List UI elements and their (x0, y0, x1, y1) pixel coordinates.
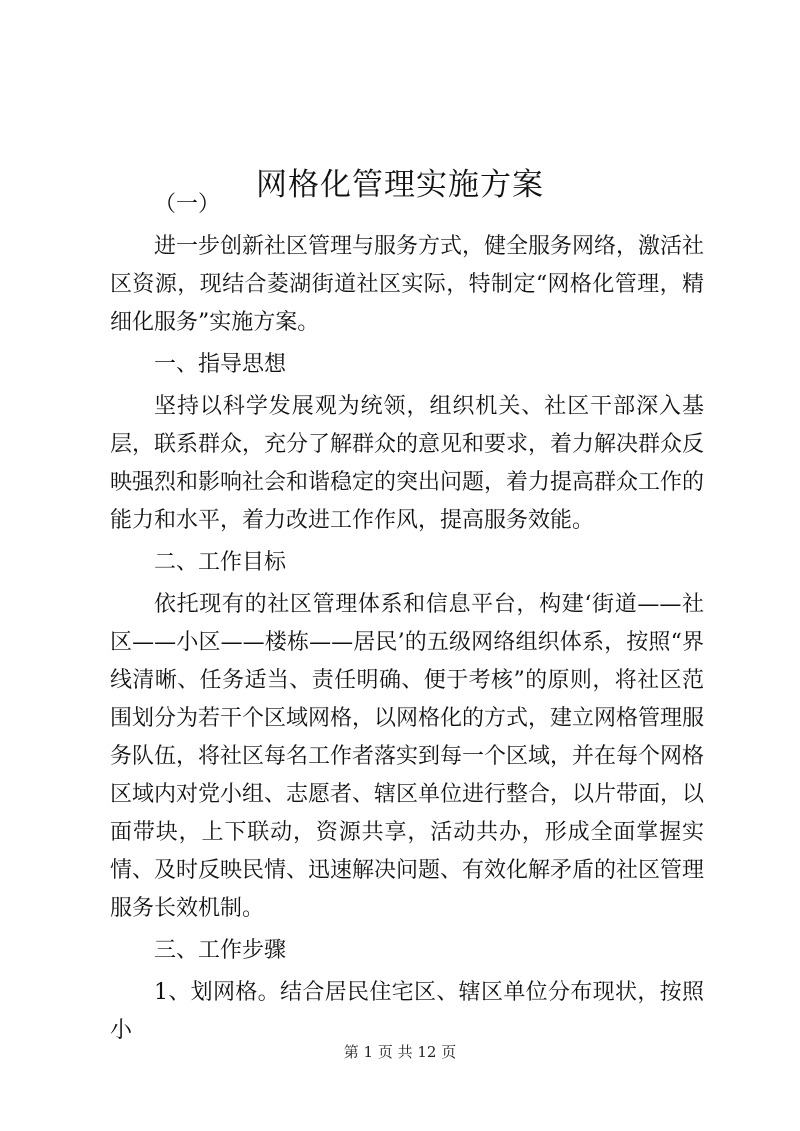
heading-work-goals: 二、工作目标 (154, 550, 287, 575)
document-title: 网格化管理实施方案 (256, 166, 544, 203)
heading-work-steps: 三、工作步骤 (154, 938, 287, 963)
section-number: （一） (154, 192, 221, 217)
intro-paragraph: 进一步创新社区管理与服务方式，健全服务网络，激活社区资源，现结合菱湖街道社区实际，特制定“网格化管理，精细化服务”实施方案。 (110, 234, 705, 335)
work-steps-paragraph: 1、划网格。结合居民住宅区、辖区单位分布现状，按照小 (110, 980, 704, 1043)
heading-guiding-thought: 一、指导思想 (154, 352, 287, 377)
guiding-thought-paragraph: 坚持以科学发展观为统领，组织机关、社区干部深入基层，联系群众，充分了解群众的意见和要求，着力解决群众反映强烈和影响社会和谐稳定的突出问题，着力提高群众工作的能力和水平，着力改进工作作风，提高服务效能。 (110, 394, 705, 533)
page-footer: 第 1 页 共 12 页 (343, 1043, 457, 1061)
work-goals-paragraph: 依托现有的社区管理体系和信息平台，构建‘街道——社区——小区——楼栋——居民’的五级网络组织体系，按照“界线清晰、任务适当、责任明确、便于考核”的原则，将社区范围划分为若干个区域网格，以网格化的方式，建立网格管理服务队伍，将社区每名工作者落实到每一个区域，并在每个网格区域内对党小组、志愿者、辖区单位进行整合，以片带面，以面带块，上下联动，资源共享，活动共办，形成全面掌握实情、及时反映民情、迅速解决问题、有效化解矛盾的社区管理服务长效机制。 (110, 592, 705, 921)
document-body (110, 186, 704, 1054)
